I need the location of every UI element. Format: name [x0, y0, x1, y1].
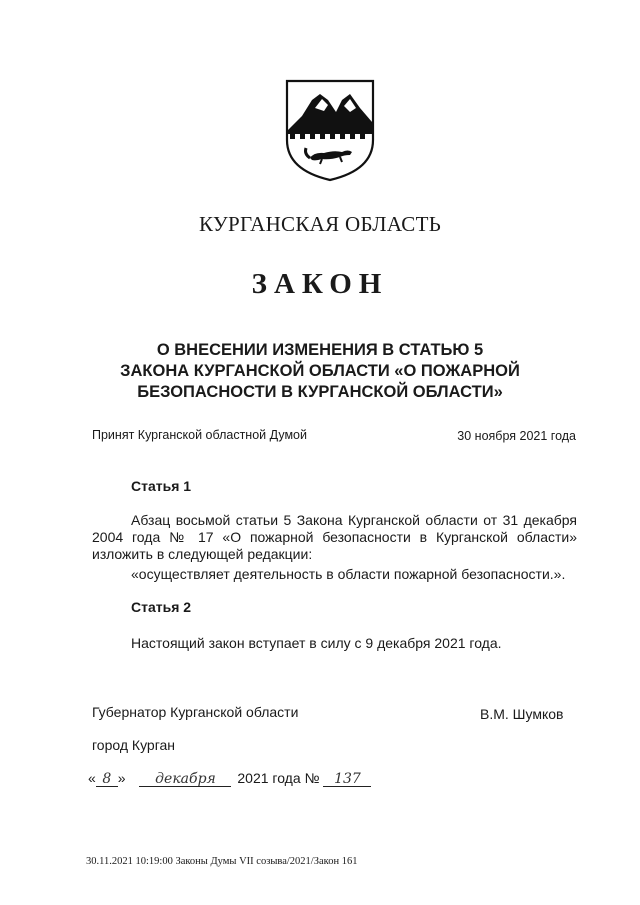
article-1-line: Абзац восьмой статьи 5 Закона Курганской области от 31 декабря: [131, 512, 577, 528]
signing-date-line: [88, 770, 371, 787]
coat-of-arms-emblem: [284, 78, 376, 182]
subject-line: ЗАКОНА КУРГАНСКОЙ ОБЛАСТИ «О ПОЖАРНОЙ: [120, 362, 520, 380]
subject-line: О ВНЕСЕНИИ ИЗМЕНЕНИЯ В СТАТЬЮ 5: [156, 341, 484, 359]
governor-position: Губернатор Курганской области: [92, 704, 299, 720]
article-2-text: Настоящий закон вступает в силу с 9 декабря 2021 года.: [131, 635, 502, 651]
city: город Курган: [92, 737, 176, 753]
adopted-date: 30 ноября 2021 года: [457, 429, 576, 443]
article-1-heading: Статья 1: [131, 478, 192, 494]
law-title: ЗАКОН: [251, 268, 389, 300]
governor-name: В.М. Шумков: [480, 706, 564, 722]
adopted-by: Принят Курганской областной Думой: [92, 428, 307, 442]
article-1-line: 2004 года № 17 «О пожарной безопасности в Курганской области»: [92, 529, 577, 545]
article-2-heading: Статья 2: [131, 599, 192, 615]
date-open-quote: «: [88, 770, 96, 786]
date-day: 8: [96, 772, 118, 787]
law-subject: [0, 340, 640, 403]
region-title: КУРГАНСКАЯ ОБЛАСТЬ: [198, 212, 442, 236]
date-close-quote: »: [117, 770, 126, 786]
date-year: 2021 года №: [237, 770, 320, 786]
date-month: декабря: [139, 772, 231, 787]
article-1-quote: «осуществляет деятельность в области пожарной безопасности.».: [131, 566, 566, 582]
article-1-line: изложить в следующей редакции:: [92, 546, 313, 562]
law-number: 137: [323, 772, 371, 787]
file-footer: 30.11.2021 10:19:00 Законы Думы VII созыва/2021/Закон 161: [86, 856, 358, 867]
subject-line: БЕЗОПАСНОСТИ В КУРГАНСКОЙ ОБЛАСТИ»: [137, 383, 503, 401]
